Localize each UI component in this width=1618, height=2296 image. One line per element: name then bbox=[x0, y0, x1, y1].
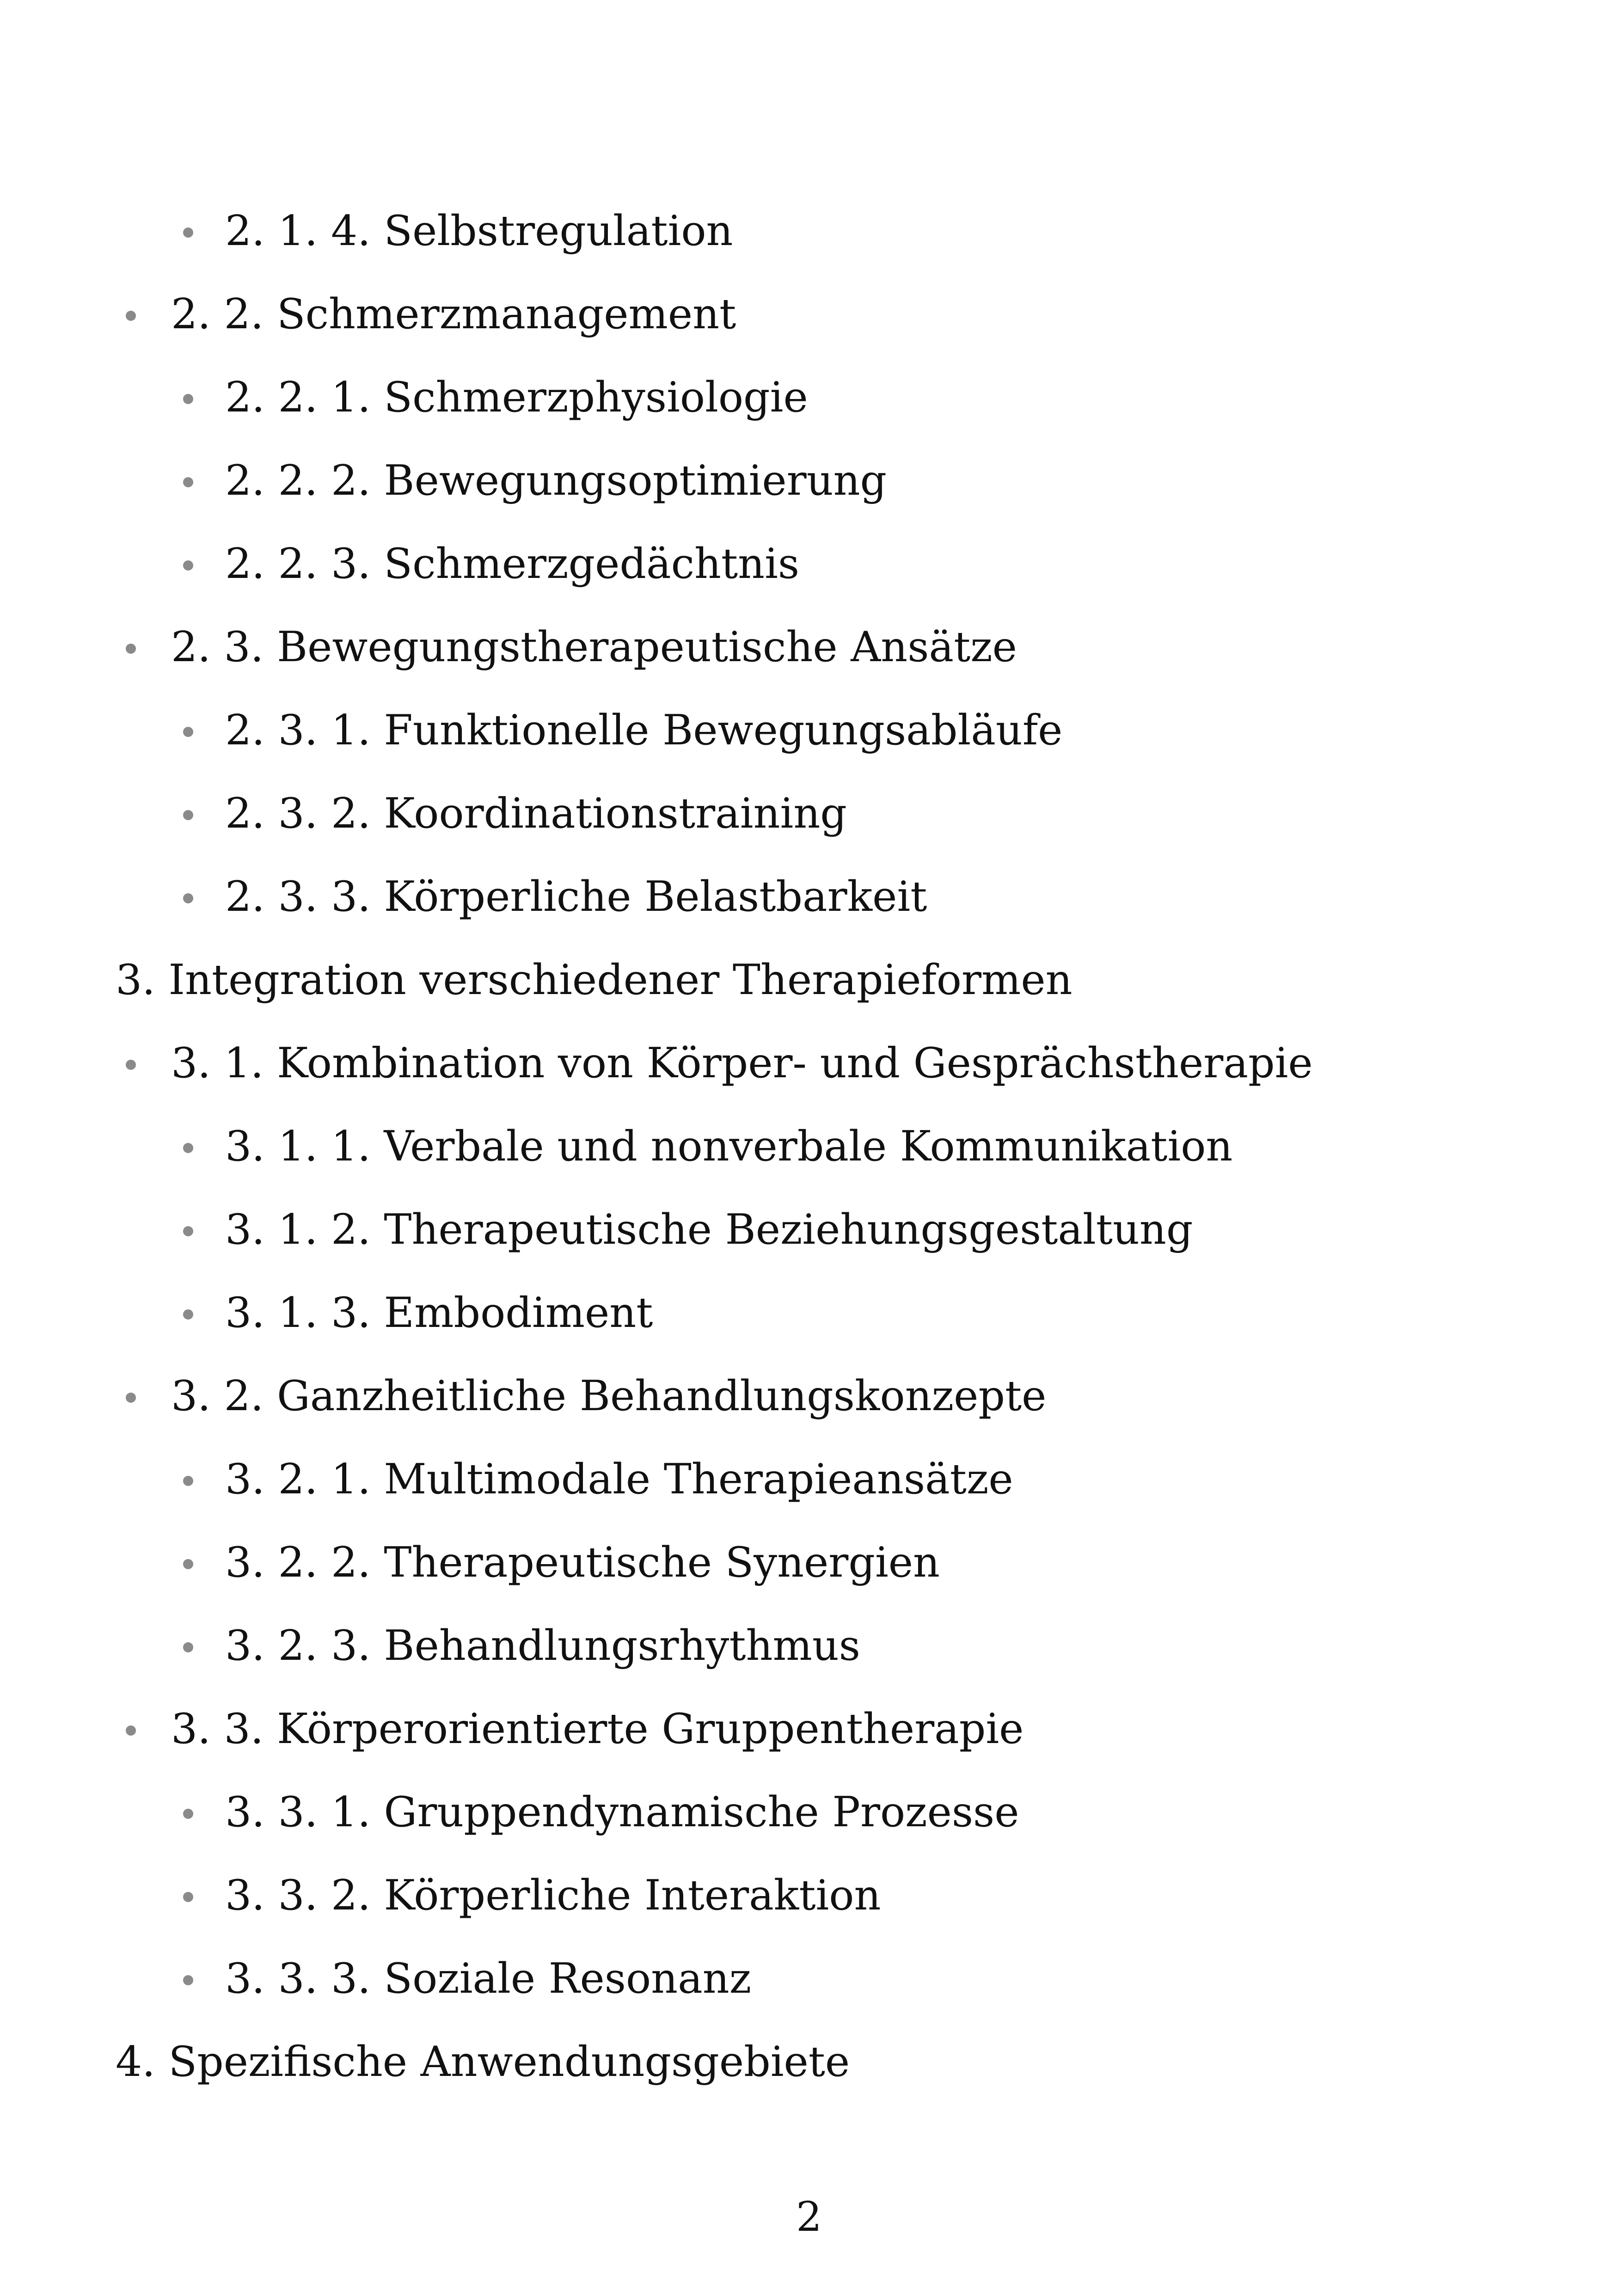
toc-entry bbox=[0, 203, 1618, 287]
bullet-icon bbox=[183, 227, 193, 238]
toc-entry bbox=[0, 620, 1618, 703]
bullet-icon bbox=[183, 810, 193, 820]
toc-entry bbox=[0, 1701, 1618, 1785]
toc-entry-text: 2. 3. Bewegungstherapeutische Ansätze bbox=[171, 623, 1017, 671]
toc-entry bbox=[0, 1369, 1618, 1452]
toc-entry-text: 2. 2. 3. Schmerzgedächtnis bbox=[225, 540, 800, 588]
bullet-icon bbox=[183, 1892, 193, 1902]
toc-entry bbox=[0, 2034, 1618, 2118]
toc-entry bbox=[0, 1535, 1618, 1618]
toc-entry-text: 2. 3. 2. Koordinationstraining bbox=[225, 789, 847, 838]
bullet-icon bbox=[183, 1143, 193, 1153]
toc-entry-text: 2. 3. 3. Körperliche Belastbarkeit bbox=[225, 872, 927, 921]
toc-entry bbox=[0, 1785, 1618, 1868]
toc-entry-text: 3. 2. Ganzheitliche Behandlungskonzepte bbox=[171, 1372, 1047, 1420]
toc-entry bbox=[0, 1036, 1618, 1119]
toc-entry bbox=[0, 1618, 1618, 1701]
toc-entry-text: 4. Spezifische Anwendungsgebiete bbox=[116, 2038, 850, 2086]
toc-entry bbox=[0, 453, 1618, 536]
table-of-contents bbox=[0, 203, 1618, 2118]
bullet-icon bbox=[183, 1642, 193, 1652]
bullet-icon bbox=[183, 394, 193, 404]
toc-entry-text: 3. 3. 1. Gruppendynamische Prozesse bbox=[225, 1788, 1019, 1836]
bullet-icon bbox=[183, 1226, 193, 1236]
toc-entry bbox=[0, 869, 1618, 952]
bullet-icon bbox=[126, 1725, 136, 1736]
bullet-icon bbox=[183, 477, 193, 487]
toc-entry-text: 3. 2. 3. Behandlungsrhythmus bbox=[225, 1621, 860, 1670]
toc-entry bbox=[0, 786, 1618, 869]
bullet-icon bbox=[183, 1559, 193, 1569]
toc-entry bbox=[0, 1452, 1618, 1535]
bullet-icon bbox=[126, 1060, 136, 1070]
toc-entry-text: 3. 3. 2. Körperliche Interaktion bbox=[225, 1871, 881, 1920]
toc-entry-text: 3. 1. 1. Verbale und nonverbale Kommunikation bbox=[225, 1122, 1233, 1171]
bullet-icon bbox=[183, 1476, 193, 1486]
toc-entry-text: 3. 3. Körperorientierte Gruppentherapie bbox=[171, 1705, 1024, 1753]
toc-entry-text: 2. 2. 2. Bewegungsoptimierung bbox=[225, 456, 887, 505]
bullet-icon bbox=[183, 727, 193, 737]
bullet-icon bbox=[183, 1809, 193, 1819]
toc-entry-text: 2. 2. 1. Schmerzphysiologie bbox=[225, 373, 808, 422]
toc-entry bbox=[0, 1868, 1618, 1951]
toc-entry-text: 3. 1. 2. Therapeutische Beziehungsgestaltung bbox=[225, 1205, 1193, 1254]
bullet-icon bbox=[126, 644, 136, 654]
toc-entry-text: 3. Integration verschiedener Therapieformen bbox=[116, 956, 1073, 1004]
toc-entry bbox=[0, 1285, 1618, 1369]
toc-entry bbox=[0, 703, 1618, 786]
toc-entry bbox=[0, 1119, 1618, 1202]
toc-entry-text: 2. 2. Schmerzmanagement bbox=[171, 290, 736, 338]
toc-entry-text: 2. 3. 1. Funktionelle Bewegungsabläufe bbox=[225, 706, 1063, 755]
toc-entry bbox=[0, 952, 1618, 1036]
toc-entry bbox=[0, 1951, 1618, 2034]
toc-entry-text: 3. 2. 2. Therapeutische Synergien bbox=[225, 1538, 940, 1587]
bullet-icon bbox=[126, 311, 136, 321]
toc-entry-text: 3. 3. 3. Soziale Resonanz bbox=[225, 1954, 752, 2003]
toc-entry-text: 2. 1. 4. Selbstregulation bbox=[225, 207, 733, 255]
bullet-icon bbox=[183, 893, 193, 903]
bullet-icon bbox=[126, 1393, 136, 1403]
toc-entry bbox=[0, 536, 1618, 620]
toc-entry-text: 3. 1. Kombination von Körper- und Gesprächstherapie bbox=[171, 1039, 1313, 1087]
toc-entry bbox=[0, 370, 1618, 453]
page-number: 2 bbox=[796, 2193, 822, 2241]
toc-entry-text: 3. 1. 3. Embodiment bbox=[225, 1289, 653, 1337]
bullet-icon bbox=[183, 1309, 193, 1320]
bullet-icon bbox=[183, 1975, 193, 1985]
toc-entry bbox=[0, 1202, 1618, 1285]
toc-entry-text: 3. 2. 1. Multimodale Therapieansätze bbox=[225, 1455, 1013, 1504]
toc-entry bbox=[0, 287, 1618, 370]
bullet-icon bbox=[183, 560, 193, 571]
